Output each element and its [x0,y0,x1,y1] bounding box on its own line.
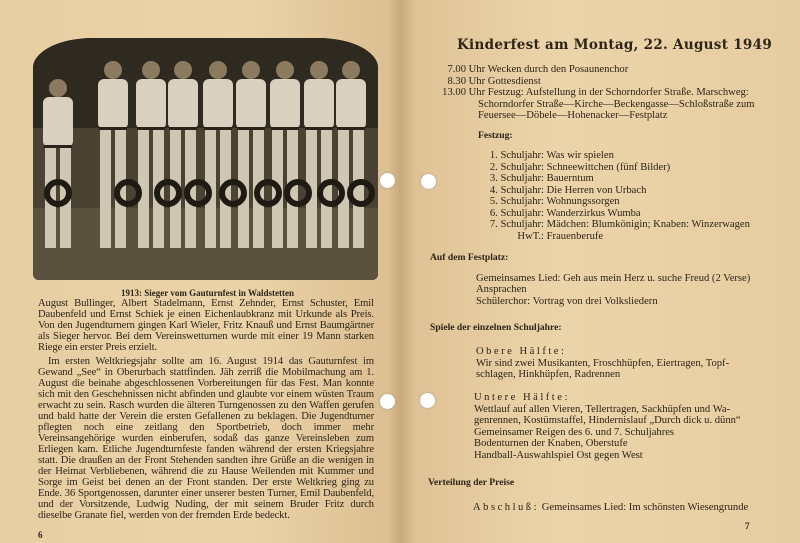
person-belt [99,127,127,130]
festzug-text: Frauenberufe [546,230,604,242]
person-shirt [136,79,166,129]
route-line: Feuersee—Döbele—Hohenacker—Festplatz [478,110,668,121]
person-shirt [270,79,300,129]
festzug-item [478,150,614,162]
festzug-label: 2. Schuljahr: [489,161,544,173]
festzug-text: Bauerntum [546,173,594,184]
festzug-text: Schneewittchen (fünf Bilder) [546,161,671,173]
punch-hole [380,173,395,188]
schedule-text: Gottesdienst [487,76,541,87]
untere-line: Bodenturnen der Knaben, Oberstufe [474,438,628,449]
person-belt [204,127,232,130]
schedule-unit: Uhr [468,64,486,75]
person-shirt [236,79,266,129]
route-line: Schorndorfer Straße—Kirche—Beckengasse—Schloßstraße zum [478,99,755,110]
page-title: Kinderfest am Montag, 22. August 1949 [457,37,773,53]
punch-hole [380,394,395,409]
person-head [276,61,294,79]
spiele-heading: Spiele der einzelnen Schuljahre: [430,322,562,333]
person-belt [237,127,265,130]
festplatz-item: Ansprachen [476,284,527,295]
untere-label: Untere Hälfte: [474,392,570,403]
untere-line: Handball-Auswahlspiel Ost gegen West [474,450,643,461]
person-head [209,61,227,79]
festzug-label: 6. Schuljahr: [489,207,544,219]
festzug-item [478,231,603,243]
schedule-time: 13.00 [442,87,466,98]
festzug-text: Wohnungssorgen [546,196,620,207]
person-head [310,61,328,79]
schedule-item [433,64,628,76]
person-head [142,61,160,79]
festzug-heading: Festzug: [478,130,513,141]
person-shirt [168,79,198,129]
person-leg [353,130,364,248]
schedule-item [433,87,749,99]
punch-hole [420,393,435,408]
festzug-label: 1. Schuljahr: [489,150,544,161]
festzug-item [478,185,646,197]
festplatz-item: Schülerchor: Vortrag von drei Volksliedern [476,296,658,307]
festzug-label: 5. Schuljahr: [489,196,544,207]
schedule-unit: Uhr [468,87,486,98]
person-belt [169,127,197,130]
person-head [174,61,192,79]
person-shirt [43,97,73,147]
untere-line: Gemeinsamer Reigen des 6. und 7. Schuljahres [474,427,675,438]
abschluss-line [473,502,748,514]
team-photo [33,38,378,280]
festzug-label: 3. Schuljahr: [489,173,544,184]
schedule-text: Festzug: Aufstellung in der Schorndorfer Straße. Marschweg: [487,87,749,98]
untere-line: Wettlauf auf allen Vieren, Tellertragen, Sackhüpfen und Wa- [474,404,731,415]
obere-line: Wir sind zwei Musikanten, Froschhüpfen, Eiertragen, Topf- [476,358,730,369]
festzug-text: Die Herren von Urbach [546,184,647,196]
festzug-item [478,162,670,174]
obere-line: schlagen, Hinkhüpfen, Radrennen [476,369,621,380]
schedule-time: 8.30 [447,76,466,87]
person-shirt [203,79,233,129]
paragraph: Im ersten Weltkriegsjahr sollte am 16. August 1914 das Gauturnfest im Gewand „See“ in Oberurbach stattfinden. Jäh zerriß die Mobilmachung am 1. August die beinahe abgeschlossenen Vorbereitungen für das Fest. Man konnte sich mit den Geschehnissen nicht abfinden und glaubte vor einem wüsten Traum erwacht zu sein. Rasch wurden die älteren Turngenossen zu den Waffen gerufen und bald hatte der Verein die ersten Gefallenen zu beklagen. Die Jugendturner pflegten noch eine zeitlang den Sportbetrieb, doch immer mehr Vereinsangehörige wurden einberufen, sodaß das ganze Vereinsleben zum Erliegen kam. Etliche Jugendturnfeste fanden während der ersten Kriegsjahre statt. Die draußen an der Front Stehenden sandten ihre Grüße an die wenigen in der Heimat Verbliebenen, während die zu Hause Weilenden mit Kummer und Sorge im Geist bei denen an der Front standen. Der erste Weltkrieg ging zu Ende. 36 Sportgenossen, darunter einer unserer besten Turner, Emil Daubenfeld, und der Vorsitzende, Ludwig Nuding, der mit seinem Bruder Fritz durch dieselbe Granate fiel, werden von der fremden Erde bedeckt. [38,356,374,521]
festzug-label: HwT.: [517,230,544,242]
person-head [104,61,122,79]
abschluss-text: Gemeinsames Lied: Im schönsten Wiesengrunde [541,502,749,513]
body-text [38,298,374,521]
person-head [242,61,260,79]
untere-line: genrennen, Kostümstaffel, Hindernislauf „Durch dick u. dünn“ [474,415,741,426]
festzug-text: Wanderzirkus Wumba [546,207,641,219]
person-belt [271,127,299,130]
festzug-item [478,196,620,208]
person-head [342,61,360,79]
person-belt [44,145,72,148]
festplatz-item: Gemeinsames Lied: Geh aus mein Herz u. suche Freud (2 Verse) [476,273,751,284]
punch-hole [421,174,436,189]
person-belt [305,127,333,130]
page-number: 6 [38,530,43,540]
festzug-item [478,173,594,185]
person-shirt [336,79,366,129]
person-shirt [304,79,334,129]
person-belt [337,127,365,130]
person-belt [137,127,165,130]
person-head [49,79,67,97]
festzug-item [478,208,641,220]
festzug-label: 4. Schuljahr: [489,184,544,196]
page-number: 7 [745,521,750,531]
schedule-time: 7.00 [447,64,466,75]
person-leg [100,130,111,248]
obere-label: Obere Hälfte: [476,346,567,357]
festzug-text: Was wir spielen [546,150,614,161]
abschluss-label: Abschluß: [473,502,540,513]
festzug-item [478,219,750,231]
schedule-unit: Uhr [468,76,486,87]
festzug-label: 7. Schuljahr: [489,219,544,230]
festzug-text: Mädchen: Blumkönigin; Knaben: Winzerwagen [546,219,750,230]
preise-heading: Verteilung der Preise [428,477,515,488]
schedule-item [433,76,541,88]
team-photo-image [33,38,378,280]
festplatz-heading: Auf dem Festplatz: [430,252,509,263]
paragraph: August Bullinger, Albert Stadelmann, Ernst Zehnder, Ernst Schuster, Emil Daubenfeld und Ernst Schiek je einen Eichenlaubkranz mit Urkunde als Preis. Von den Jugendturnern gingen Karl Wieler, Fritz Knauß und Ernst Baumgärtner als Sieger hervor. Bei dem Vereinswetturnen wurde mit einer 19 Mann starken Riege ein erster Preis erzielt. [38,298,374,353]
schedule-text: Wecken durch den Posaunenchor [487,64,629,75]
person-shirt [98,79,128,129]
photo-caption: 1913: Sieger vom Gauturnfest in Waldstetten [121,288,294,298]
